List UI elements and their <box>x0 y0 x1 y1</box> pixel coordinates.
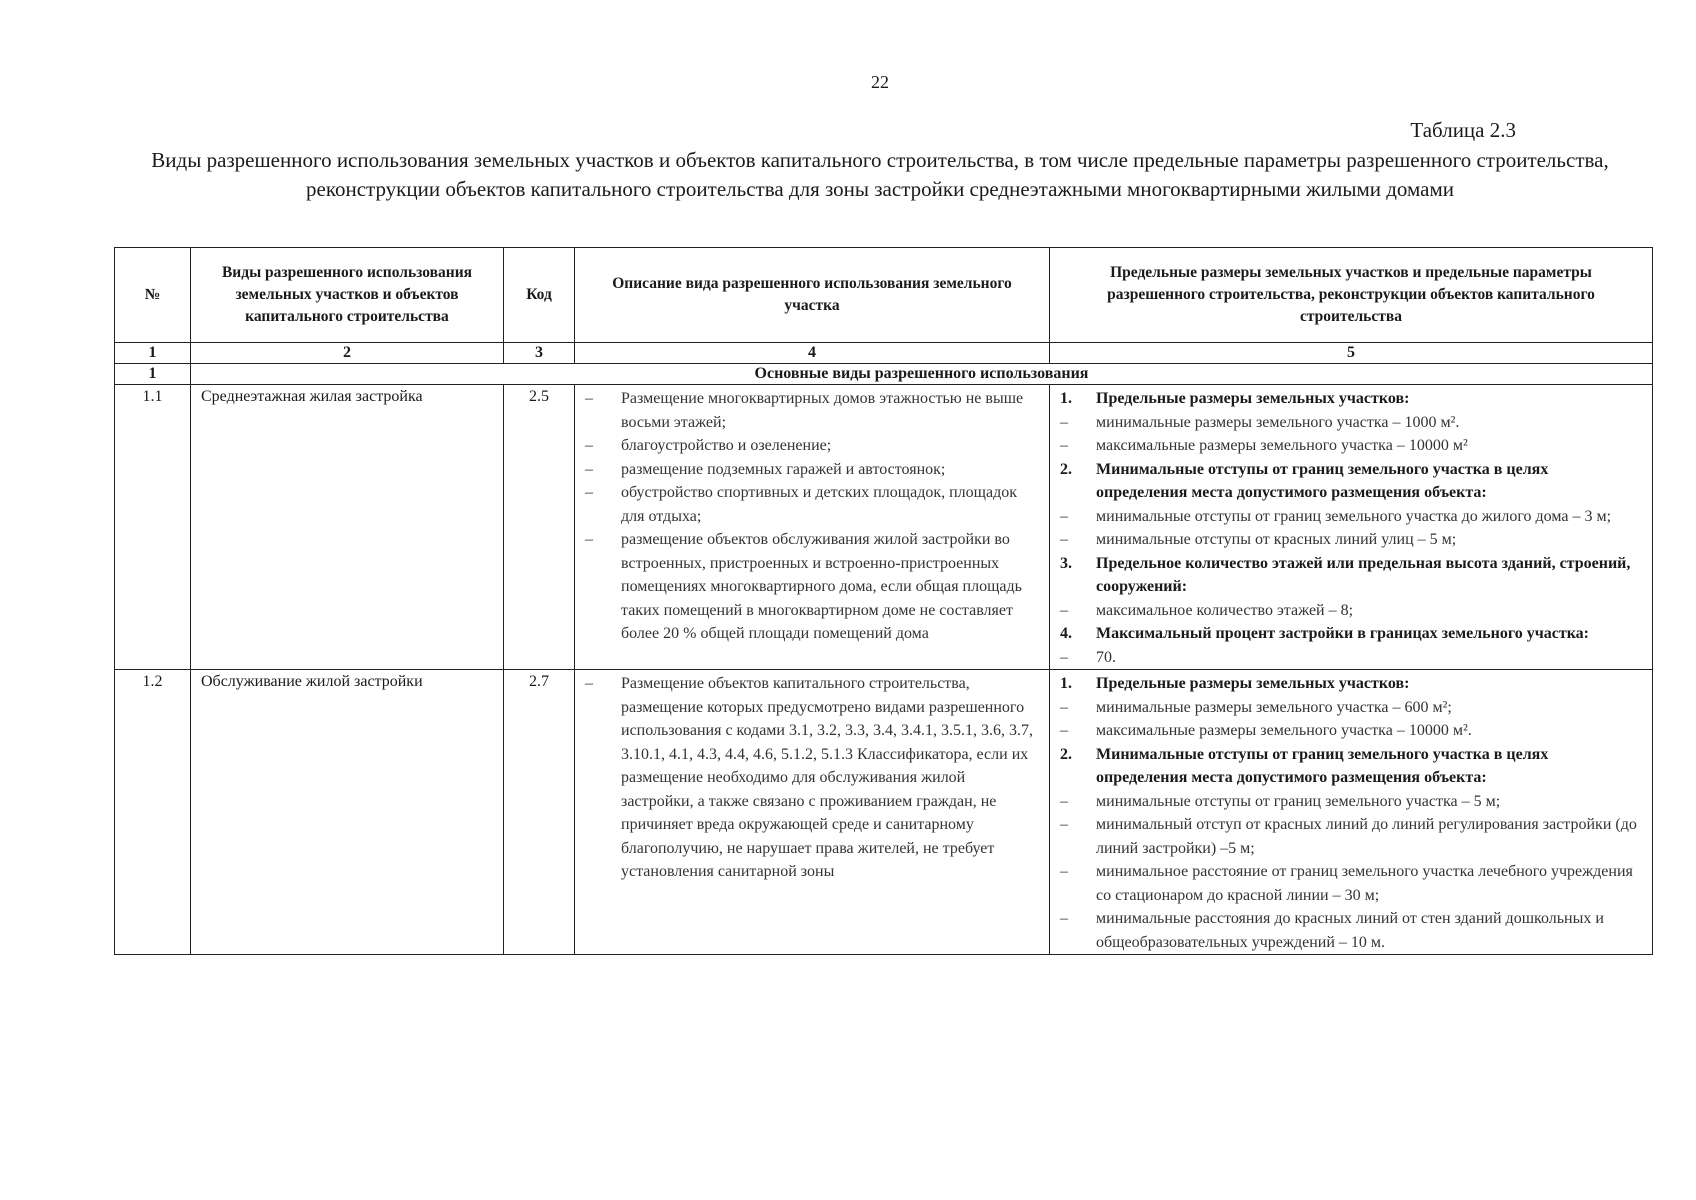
column-number: 4 <box>575 343 1050 364</box>
parameter-heading <box>1060 387 1642 411</box>
parameter-item: – минимальные размеры земельного участка – 1000 м². <box>1060 411 1642 435</box>
parameter-heading <box>1060 672 1642 696</box>
use-type-name: Среднеэтажная жилая застройка <box>191 385 504 670</box>
parameter-heading-text: Минимальные отступы от границ земельного участка в целях определения места допустимого размещения объекта: <box>1096 460 1549 501</box>
parameter-heading <box>1060 552 1642 599</box>
parameter-item: – минимальные отступы от красных линий улиц – 5 м; <box>1060 528 1642 552</box>
column-number: 5 <box>1050 343 1653 364</box>
parameter-item: – минимальные отступы от границ земельного участка до жилого дома – 3 м; <box>1060 505 1642 529</box>
column-number: 2 <box>191 343 504 364</box>
description-item: – благоустройство и озеленение; <box>585 434 1039 458</box>
column-number: 1 <box>115 343 191 364</box>
parameter-item: – минимальное расстояние от границ земельного участка лечебного учреждения со стационаром до красной линии – 30 м; <box>1060 860 1642 907</box>
land-use-table <box>114 247 1653 955</box>
header-number: № <box>115 248 191 343</box>
parameters-list <box>1060 672 1642 954</box>
use-parameters <box>1050 670 1653 955</box>
parameter-item: – 70. <box>1060 646 1642 670</box>
section-number: 1 <box>115 364 191 385</box>
description-item: – обустройство спортивных и детских площадок, площадок для отдыха; <box>585 481 1039 528</box>
parameter-heading-text: Максимальный процент застройки в границах земельного участка: <box>1096 625 1589 642</box>
parameter-marker: 1. <box>1060 390 1072 407</box>
parameter-item: – максимальное количество этажей – 8; <box>1060 599 1642 623</box>
section-row <box>115 364 1653 385</box>
description-item: – Размещение объектов капитального строительства, размещение которых предусмотрено видами разрешенного использования с кодами 3.1, 3.2, 3.3, 3.4, 3.4.1, 3.5.1, 3.6, 3.7, 3.10.1, 4.1, 4.3, 4.4, 4.6, 5.1.2, 5.1.3 Классификатора, если их размещение необходимо для обслуживания жилой застройки, а также связано с проживанием граждан, не причиняет вреда окружающей среде и санитарному благополучию, не нарушает права жителей, не требует установления санитарной зоны <box>585 672 1039 884</box>
parameter-item: – минимальные размеры земельного участка – 600 м²; <box>1060 696 1642 720</box>
description-item: – Размещение многоквартирных домов этажностью не выше восьми этажей; <box>585 387 1039 434</box>
parameter-item: – минимальный отступ от красных линий до линий регулирования застройки (до линий застройки) –5 м; <box>1060 813 1642 860</box>
header-code: Код <box>504 248 575 343</box>
parameter-item: – минимальные расстояния до красных линий от стен зданий дошкольных и общеобразовательных учреждений – 10 м. <box>1060 907 1642 954</box>
row-number: 1.1 <box>115 385 191 670</box>
header-parameters: Предельные размеры земельных участков и предельные параметры разрешенного строительства, реконструкции объектов капитального строительства <box>1050 248 1653 343</box>
description-list <box>585 387 1039 646</box>
parameter-item: – максимальные размеры земельного участка – 10000 м². <box>1060 719 1642 743</box>
parameter-heading <box>1060 458 1642 505</box>
parameter-heading-text: Предельные размеры земельных участков: <box>1096 390 1410 407</box>
table-row <box>115 385 1653 670</box>
use-code: 2.5 <box>504 385 575 670</box>
page-number: 22 <box>871 72 889 92</box>
parameter-heading <box>1060 622 1642 646</box>
use-type-name: Обслуживание жилой застройки <box>191 670 504 955</box>
parameter-item: – максимальные размеры земельного участка – 10000 м² <box>1060 434 1642 458</box>
parameter-heading-text: Минимальные отступы от границ земельного участка в целях определения места допустимого размещения объекта: <box>1096 745 1549 786</box>
parameter-heading-text: Предельное количество этажей или предельная высота зданий, строений, сооружений: <box>1096 554 1631 595</box>
parameter-marker: 2. <box>1060 745 1072 763</box>
use-parameters <box>1050 385 1653 670</box>
table-title: Виды разрешенного использования земельных участков и объектов капитального строительства, в том числе предельные параметры разрешенного строительства, реконструкции объектов капитального строительства для зоны застройки среднеэтажными многоквартирными жилыми домами <box>151 148 1609 201</box>
section-title: Основные виды разрешенного использования <box>191 364 1653 385</box>
row-number: 1.2 <box>115 670 191 955</box>
parameter-marker: 1. <box>1060 675 1072 692</box>
description-item: – размещение объектов обслуживания жилой застройки во встроенных, пристроенных и встроенно-пристроенных помещениях многоквартирного дома, если общая площадь таких помещений в многоквартирном доме не составляет более 20 % общей площади помещений дома <box>585 528 1039 646</box>
description-list <box>585 672 1039 884</box>
header-description: Описание вида разрешенного использования земельного участка <box>575 248 1050 343</box>
description-item: – размещение подземных гаражей и автостоянок; <box>585 458 1039 482</box>
column-numbers-row <box>115 343 1653 364</box>
use-description <box>575 670 1050 955</box>
parameter-heading-text: Предельные размеры земельных участков: <box>1096 675 1410 692</box>
parameter-heading <box>1060 743 1642 790</box>
parameter-marker: 2. <box>1060 460 1072 478</box>
column-number: 3 <box>504 343 575 364</box>
use-description <box>575 385 1050 670</box>
use-code: 2.7 <box>504 670 575 955</box>
header-row <box>115 248 1653 343</box>
table-row <box>115 670 1653 955</box>
table-label: Таблица 2.3 <box>1410 118 1516 142</box>
parameter-marker: 3. <box>1060 554 1072 572</box>
parameters-list <box>1060 387 1642 669</box>
parameter-marker: 4. <box>1060 625 1072 642</box>
parameter-item: – минимальные отступы от границ земельного участка – 5 м; <box>1060 790 1642 814</box>
header-use-type: Виды разрешенного использования земельных участков и объектов капитального строительства <box>191 248 504 343</box>
